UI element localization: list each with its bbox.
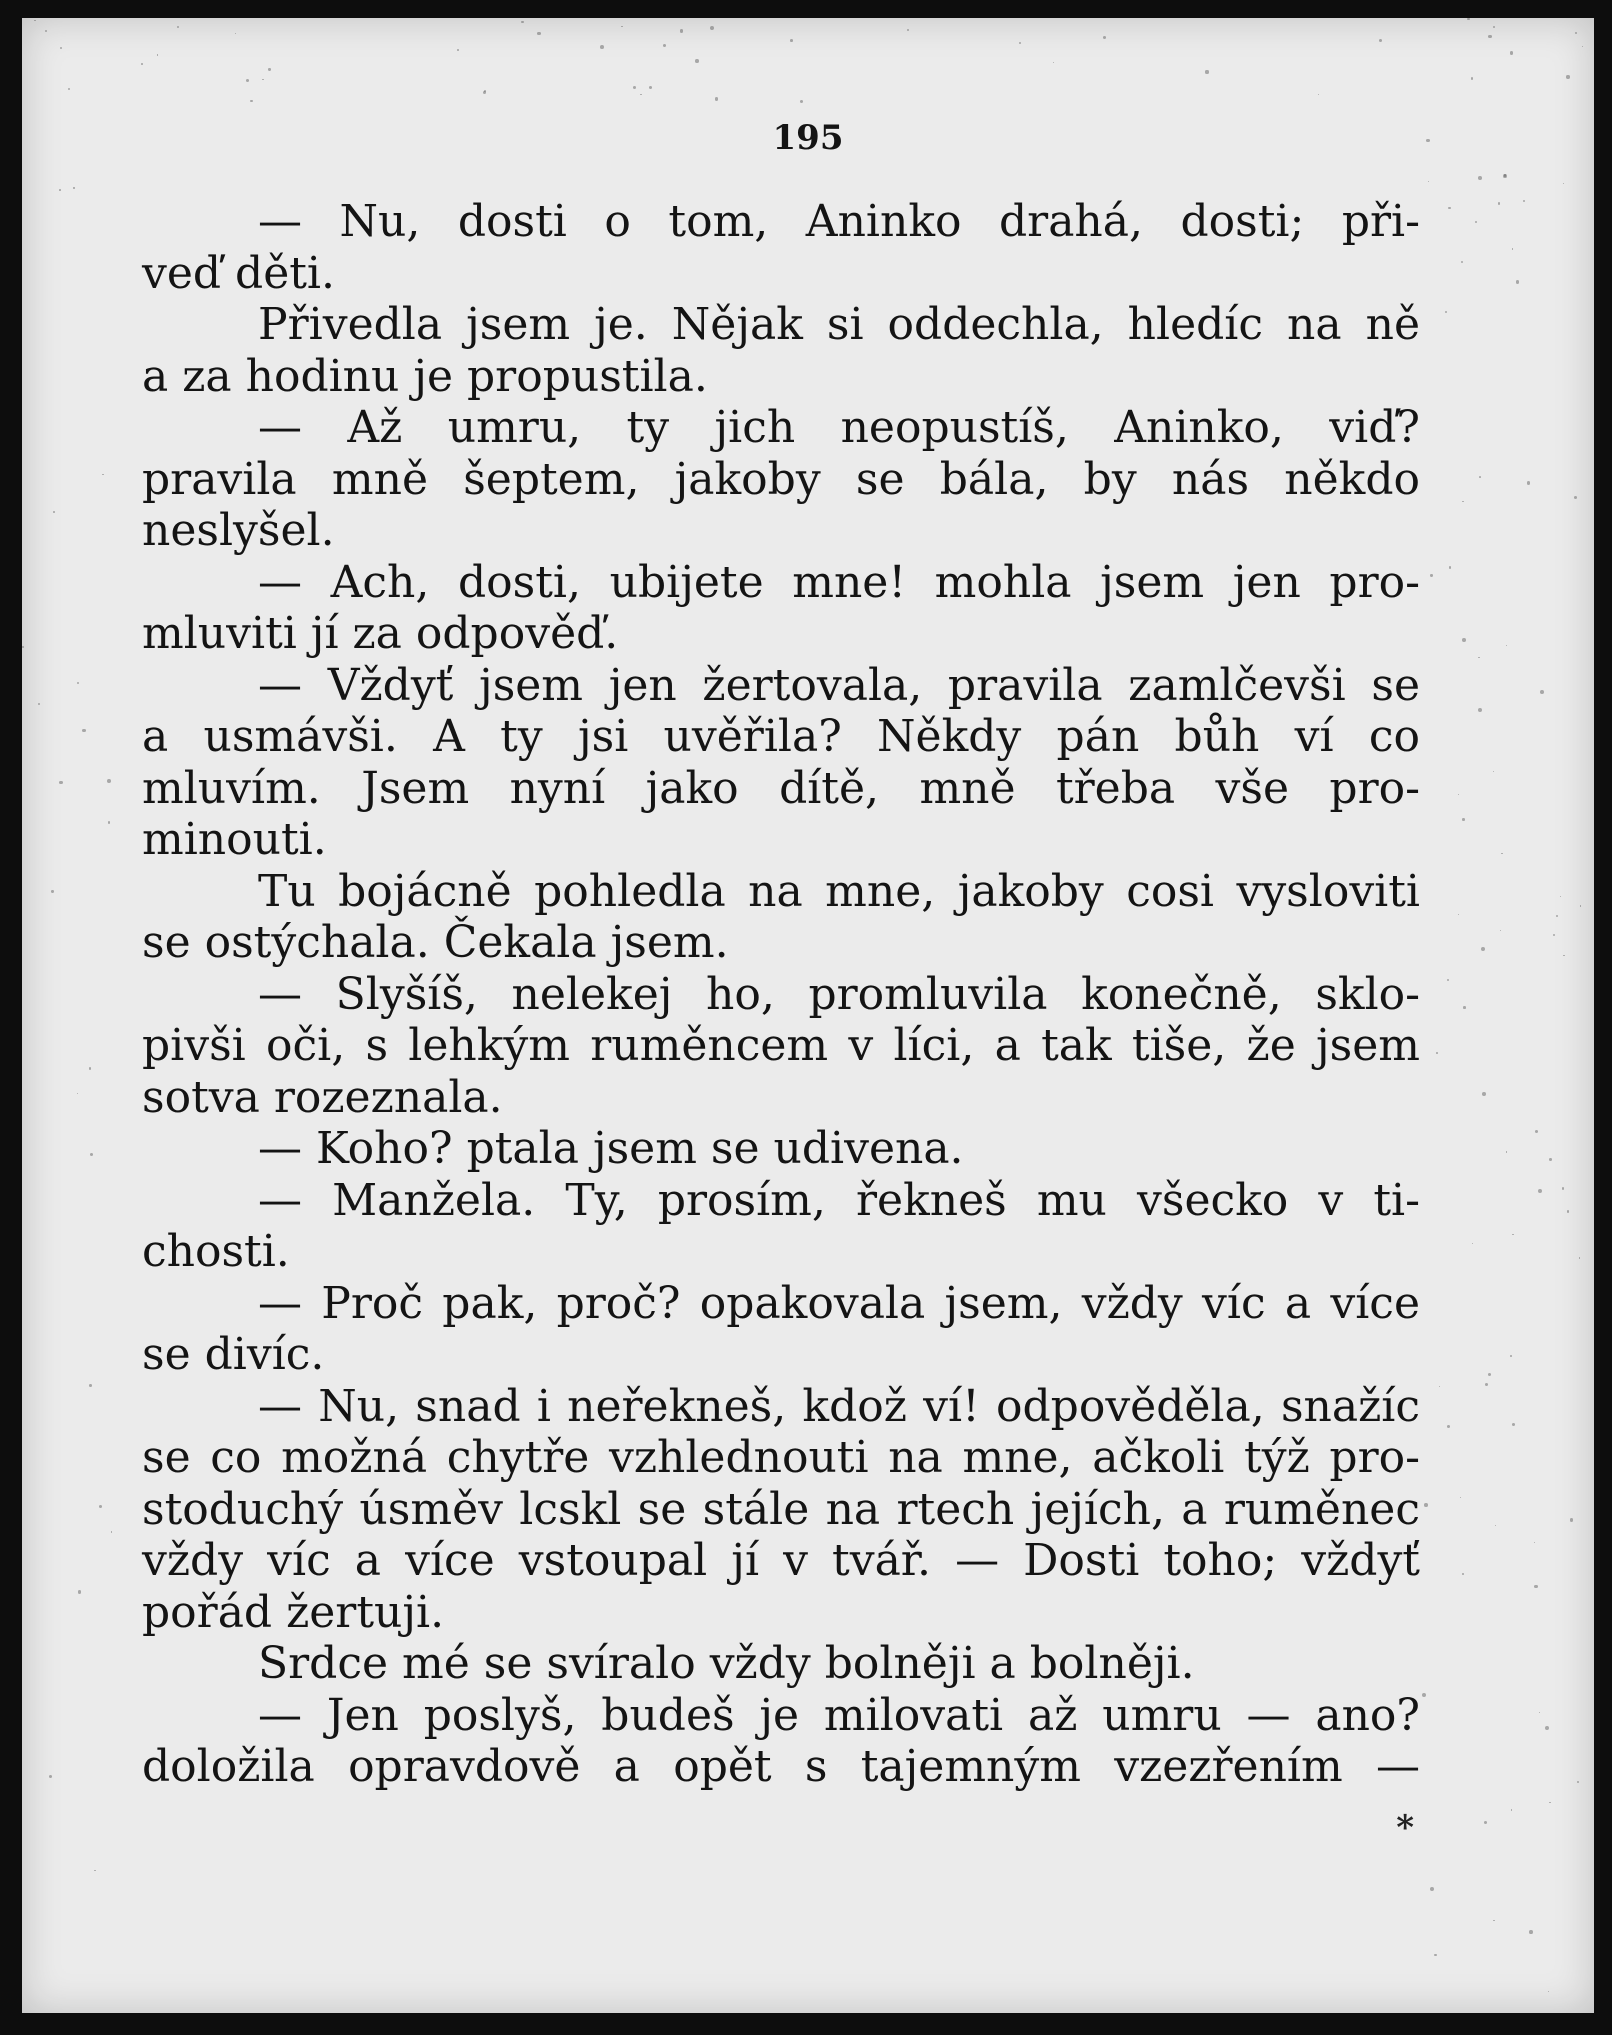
- paper-speck: [537, 32, 540, 35]
- paper-speck: [1445, 311, 1447, 313]
- paper-speck: [1447, 1425, 1450, 1428]
- text-line: Srdce mé se svíralo vždy bolněji a bolněji.: [258, 1638, 1195, 1689]
- body-text: [142, 196, 1420, 1793]
- text-line: — Manžela. Ty, prosím, řekneš mu všecko v ti-: [258, 1174, 1420, 1226]
- paper-speck: [1472, 1243, 1473, 1244]
- paper-speck: [22, 646, 24, 648]
- paper-speck: [90, 1153, 94, 1157]
- paper-speck: [1579, 1257, 1581, 1259]
- paper-speck: [1498, 202, 1500, 204]
- paper-speck: [1462, 1573, 1464, 1575]
- paper-speck: [1461, 261, 1463, 263]
- paper-speck: [1493, 26, 1495, 28]
- paper-speck: [1516, 280, 1519, 283]
- paper-speck: [1534, 1542, 1535, 1543]
- text-line: stoduchý úsměv lcskl se stále na rtech jejích, a ruměnec: [142, 1483, 1420, 1535]
- paper-speck: [34, 20, 36, 22]
- paper-speck: [1471, 77, 1474, 80]
- paper-speck: [1493, 1920, 1495, 1922]
- paper-speck: [1458, 914, 1459, 915]
- paper-speck: [59, 781, 62, 784]
- paper-speck: [38, 703, 40, 705]
- paper-speck: [1506, 1151, 1508, 1153]
- paper-speck: [1449, 566, 1451, 568]
- paper-speck: [177, 26, 179, 28]
- paper-speck: [1205, 70, 1208, 73]
- paper-speck: [111, 1531, 113, 1533]
- paper-speck: [1535, 1130, 1538, 1133]
- paper-speck: [600, 45, 604, 49]
- paper-speck: [1512, 248, 1514, 250]
- paper-speck: [633, 86, 636, 89]
- paper-speck: [1488, 35, 1491, 38]
- paper-speck: [1560, 896, 1561, 897]
- paper-speck: [649, 86, 652, 89]
- paper-speck: [250, 100, 253, 103]
- paper-speck: [1539, 1712, 1540, 1713]
- text-line: — Proč pak, proč? opakovala jsem, vždy víc a více: [258, 1277, 1420, 1329]
- paper-speck: [59, 189, 61, 191]
- paper-speck: [1428, 181, 1429, 182]
- paper-speck: [77, 1093, 78, 1094]
- text-line: — Vždyť jsem jen žertovala, pravila zamlčevši se: [258, 659, 1420, 711]
- paper-speck: [1500, 930, 1501, 931]
- text-line: veď děti.: [142, 247, 335, 299]
- text-line: chosti.: [142, 1226, 290, 1277]
- paper-speck: [1481, 947, 1485, 951]
- paper-speck: [790, 39, 793, 42]
- page-number: 195: [772, 118, 844, 158]
- paper-speck: [1511, 1809, 1512, 1810]
- paper-speck: [1510, 51, 1513, 54]
- paper-speck: [695, 59, 699, 63]
- paper-speck: [680, 29, 684, 33]
- text-line: Přivedla jsem je. Nějak si oddechla, hledíc na ně: [258, 299, 1420, 350]
- text-line: neslyšel.: [142, 505, 335, 556]
- paper-speck: [1458, 794, 1459, 795]
- paper-speck: [1510, 1355, 1512, 1357]
- paper-speck: [1575, 32, 1577, 34]
- paper-speck: [78, 1590, 81, 1593]
- book-page: [22, 18, 1594, 2013]
- text-line: se co možná chytře vzhlednouti na mne, ačkoli týž pro-: [142, 1432, 1420, 1483]
- footer-mark: *: [1396, 1808, 1414, 1848]
- paper-speck: [1556, 915, 1558, 917]
- paper-speck: [1538, 1189, 1542, 1193]
- paper-speck: [89, 1067, 92, 1070]
- paper-speck: [108, 821, 111, 824]
- paper-speck: [1527, 481, 1530, 484]
- paper-speck: [73, 187, 74, 188]
- text-line: — Slyšíš, nelekej ho, promluvila konečně, sklo-: [258, 968, 1420, 1020]
- paper-speck: [457, 49, 459, 51]
- paper-speck: [1447, 979, 1449, 981]
- paper-speck: [1553, 934, 1556, 937]
- text-line: sotva rozeznala.: [142, 1071, 503, 1123]
- text-line: vždy víc a více vstoupal jí v tvář. — Dosti toho; vždyť: [142, 1535, 1420, 1586]
- paper-speck: [663, 44, 666, 47]
- text-line: Tu bojácně pohledla na mne, jakoby cosi vysloviti: [258, 865, 1420, 917]
- paper-speck: [60, 47, 62, 49]
- paper-speck: [800, 100, 803, 103]
- paper-speck: [1540, 690, 1544, 694]
- paper-speck: [51, 890, 53, 892]
- paper-speck: [1475, 221, 1477, 223]
- text-line: minouti.: [142, 814, 327, 865]
- paper-speck: [1563, 955, 1565, 957]
- paper-speck: [1434, 1954, 1437, 1957]
- paper-speck: [1567, 1210, 1569, 1212]
- text-line: — Nu, snad i neřekneš, kdož ví! odpověděla, snažíc: [258, 1380, 1420, 1432]
- paper-speck: [1562, 1187, 1564, 1189]
- paper-speck: [235, 33, 236, 34]
- text-line: mluviti jí za odpověď.: [142, 608, 619, 659]
- text-line: se divíc.: [142, 1329, 325, 1380]
- paper-speck: [1019, 42, 1021, 44]
- paper-speck: [94, 1870, 96, 1872]
- paper-speck: [1460, 1497, 1461, 1498]
- paper-speck: [1582, 46, 1583, 47]
- paper-speck: [1467, 18, 1469, 20]
- paper-speck: [1478, 708, 1482, 712]
- paper-speck: [1566, 75, 1569, 78]
- text-line: — Jen poslyš, budeš je milovati až umru — ano?: [258, 1689, 1420, 1741]
- paper-speck: [1462, 818, 1465, 821]
- paper-speck: [1570, 1518, 1574, 1522]
- paper-speck: [77, 682, 79, 684]
- paper-speck: [1580, 905, 1582, 907]
- paper-speck: [1439, 1386, 1441, 1388]
- paper-speck: [1482, 1092, 1486, 1096]
- paper-speck: [1424, 1503, 1428, 1507]
- paper-speck: [521, 21, 523, 23]
- paper-speck: [1495, 1525, 1496, 1526]
- paper-speck: [102, 474, 104, 476]
- text-line: — Ach, dosti, ubijete mne! mohla jsem jen pro-: [258, 556, 1420, 608]
- paper-speck: [68, 88, 70, 90]
- text-line: pravila mně šeptem, jakoby se bála, by nás někdo: [142, 453, 1420, 505]
- text-line: doložila opravdově a opět s tajemným vzezřením —: [142, 1741, 1420, 1792]
- paper-speck: [246, 79, 249, 82]
- paper-speck: [1529, 1930, 1533, 1934]
- paper-speck: [1463, 1006, 1466, 1009]
- paper-speck: [1534, 1585, 1538, 1589]
- paper-speck: [640, 94, 641, 95]
- paper-speck: [157, 54, 158, 55]
- paper-speck: [82, 729, 85, 732]
- paper-speck: [1549, 1158, 1552, 1161]
- paper-speck: [1506, 645, 1507, 646]
- paper-speck: [1512, 1234, 1513, 1235]
- paper-speck: [710, 26, 714, 30]
- text-line: pořád žertuji.: [142, 1586, 445, 1638]
- text-line: pivši oči, s lehkým ruměncem v líci, a tak tiše, že jsem: [142, 1020, 1420, 1071]
- paper-speck: [715, 97, 718, 100]
- paper-speck: [1479, 476, 1481, 478]
- paper-speck: [1512, 1423, 1515, 1426]
- text-line: mluvím. Jsem nyní jako dítě, mně třeba vše pro-: [142, 762, 1420, 814]
- paper-speck: [1053, 62, 1054, 63]
- paper-speck: [621, 26, 622, 27]
- text-line: — Až umru, ty jich neopustíš, Aninko, viď?: [258, 402, 1420, 453]
- text-line: a za hodinu je propustila.: [142, 350, 708, 402]
- paper-speck: [1574, 496, 1577, 499]
- paper-speck: [49, 1775, 52, 1778]
- paper-speck: [1103, 36, 1106, 39]
- paper-speck: [1501, 853, 1503, 855]
- paper-speck: [1448, 207, 1451, 210]
- paper-speck: [1462, 638, 1466, 642]
- paper-speck: [89, 1384, 92, 1387]
- paper-speck: [1545, 1726, 1549, 1730]
- paper-speck: [1422, 1693, 1426, 1697]
- text-line: — Koho? ptala jsem se udivena.: [258, 1123, 964, 1174]
- paper-speck: [262, 79, 264, 81]
- paper-speck: [1548, 1991, 1549, 1992]
- paper-speck: [1436, 1052, 1438, 1054]
- paper-speck: [1318, 94, 1319, 95]
- paper-speck: [1478, 657, 1479, 658]
- paper-speck: [1577, 1781, 1579, 1783]
- paper-speck: [1563, 183, 1564, 184]
- paper-speck: [483, 91, 486, 94]
- paper-speck: [1430, 1887, 1434, 1891]
- paper-speck: [1485, 1383, 1488, 1386]
- paper-speck: [1484, 1821, 1487, 1824]
- paper-speck: [1493, 771, 1494, 772]
- paper-speck: [907, 29, 909, 31]
- paper-speck: [99, 1505, 102, 1508]
- paper-speck: [107, 779, 111, 783]
- paper-speck: [1523, 200, 1525, 202]
- paper-speck: [1488, 1373, 1491, 1376]
- paper-speck: [1430, 574, 1432, 576]
- paper-speck: [45, 30, 47, 32]
- paper-speck: [1462, 501, 1463, 502]
- text-line: se ostýchala. Čekala jsem.: [142, 917, 729, 968]
- text-line: — Nu, dosti o tom, Aninko drahá, dosti; při-: [258, 196, 1420, 247]
- paper-speck: [53, 511, 55, 513]
- text-line: a usmávši. A ty jsi uvěřila? Někdy pán bůh ví co: [142, 711, 1420, 762]
- paper-speck: [1379, 39, 1382, 42]
- paper-speck: [1549, 1802, 1551, 1804]
- paper-speck: [141, 63, 143, 65]
- paper-speck: [1478, 176, 1482, 180]
- paper-speck: [268, 68, 270, 70]
